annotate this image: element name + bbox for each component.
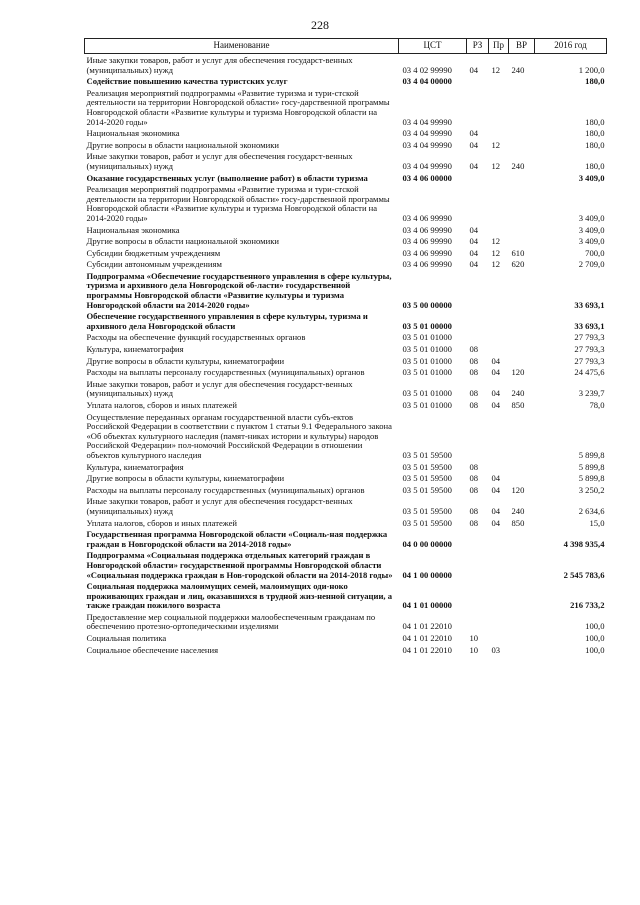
- row-pr: [489, 632, 509, 644]
- row-name: Национальная экономика: [86, 128, 180, 139]
- row-vr: [509, 528, 535, 549]
- row-cst: 03 4 06 99990: [402, 236, 452, 247]
- table-row: [85, 235, 607, 247]
- row-vr: [509, 183, 535, 223]
- row-name: Расходы на обеспечение функций государственных органов: [86, 332, 306, 343]
- row-name: Оказание государственных услуг (выполнение работ) в области туризма: [86, 172, 368, 183]
- header-cst: ЦСТ: [399, 39, 467, 54]
- row-name: Субсидии бюджетным учреждениям: [86, 247, 221, 258]
- row-amount: 5 899,8: [578, 473, 605, 484]
- row-name: Реализация мероприятий подпрограммы «Развитие туризма и тури-стской деятельности на территории Новгородской области» госу-дарственной программы Новгородской области «Развитие культуры и туризма Новгородской области на 2014-2020 годы»: [86, 184, 390, 223]
- row-rz: [467, 331, 489, 343]
- table-row: [85, 484, 607, 496]
- row-rz: 04: [469, 160, 479, 171]
- row-vr: [509, 172, 535, 184]
- row-vr: 850: [511, 517, 525, 528]
- table-row: [85, 54, 607, 76]
- row-pr: [489, 127, 509, 139]
- row-pr: 12: [491, 247, 501, 258]
- row-cst: 03 4 06 99990: [402, 247, 452, 258]
- table-row: [85, 472, 607, 484]
- header-vr: ВР: [509, 39, 535, 54]
- row-pr: [489, 183, 509, 223]
- row-rz: [467, 549, 489, 580]
- row-vr: 240: [511, 505, 525, 516]
- row-amount: 180,0: [585, 116, 605, 127]
- row-amount: 2 634,6: [578, 505, 605, 516]
- row-vr: [509, 461, 535, 473]
- row-pr: [489, 411, 509, 461]
- row-amount: 180,0: [585, 128, 605, 139]
- row-cst: 03 5 01 01000: [402, 400, 452, 410]
- row-pr: [489, 87, 509, 127]
- row-cst: 03 4 06 99990: [402, 259, 452, 270]
- row-vr: 120: [511, 367, 525, 378]
- row-pr: 12: [491, 259, 501, 270]
- row-cst: 03 5 01 59500: [402, 461, 452, 472]
- row-vr: [509, 472, 535, 484]
- row-rz: 04: [469, 236, 479, 247]
- row-vr: [509, 632, 535, 644]
- row-name: Другие вопросы в области культуры, кинематографии: [86, 355, 285, 366]
- table-row: [85, 495, 607, 516]
- row-name: Иные закупки товаров, работ и услуг для обеспечения государст-венных (муниципальных) нужд: [86, 378, 353, 399]
- row-vr: [509, 580, 535, 611]
- row-name: Иные закупки товаров, работ и услуг для обеспечения государст-венных (муниципальных) нужд: [86, 496, 353, 516]
- row-amount: 180,0: [585, 160, 605, 171]
- row-cst: 03 4 04 99990: [402, 128, 452, 139]
- row-pr: 12: [491, 160, 501, 171]
- table-row: [85, 549, 607, 580]
- row-cst: 04 1 00 00000: [402, 569, 452, 580]
- row-amount: 2 709,0: [578, 259, 605, 270]
- row-rz: 04: [469, 64, 479, 75]
- row-rz: 08: [469, 367, 479, 378]
- table-row: [85, 75, 607, 87]
- row-cst: 04 0 00 00000: [402, 538, 452, 549]
- row-rz: 04: [469, 139, 479, 150]
- table-row: [85, 580, 607, 611]
- table-row: [85, 183, 607, 223]
- row-name: Подпрограмма «Обеспечение государственного управления в сфере культуры, туризма и архивного дела Новгородской об-ласти» государственной программы Новгородской области «Развитие культуры и туризма Новгородской области на 2014-2020 годы»: [86, 270, 392, 310]
- row-pr: [489, 580, 509, 611]
- row-cst: 04 1 01 22010: [402, 621, 452, 632]
- row-name: Другие вопросы в области национальной экономики: [86, 236, 279, 247]
- row-name: Подпрограмма «Социальная поддержка отдельных категорий граждан в Новгородской области» государственной программы Новгородской области «Социальная поддержка граждан в Нов-городской области на 2014-2018 годы»: [86, 550, 393, 580]
- table-row: [85, 632, 607, 644]
- table-row: [85, 378, 607, 399]
- row-amount: 3 409,0: [578, 172, 605, 183]
- row-vr: [509, 224, 535, 236]
- row-name: Социальное обеспечение населения: [86, 644, 219, 655]
- row-rz: 10: [469, 633, 479, 644]
- row-vr: 240: [511, 64, 525, 75]
- row-pr: 04: [491, 517, 501, 528]
- row-name: Социальная политика: [86, 633, 167, 644]
- row-name: Реализация мероприятий подпрограммы «Развитие туризма и тури-стской деятельности на территории Новгородской области» госу-дарственной программы Новгородской области «Развитие культуры и туризма Новгородской области на 2014-2020 годы»: [86, 87, 390, 127]
- row-rz: 08: [469, 400, 479, 410]
- row-vr: [509, 644, 535, 656]
- row-rz: 08: [469, 484, 479, 495]
- row-pr: 04: [491, 355, 501, 366]
- row-name: Уплата налогов, сборов и иных платежей: [86, 517, 238, 528]
- row-rz: [467, 310, 489, 331]
- table-body: [85, 54, 607, 656]
- row-pr: [489, 461, 509, 473]
- table-row: [85, 224, 607, 236]
- row-rz: [467, 87, 489, 127]
- row-cst: 03 5 01 59500: [402, 473, 452, 484]
- row-rz: 08: [469, 344, 479, 355]
- row-rz: [467, 611, 489, 632]
- row-name: Государственная программа Новгородской области «Социаль-ная поддержка граждан в Новгородской области на 2014-2018 годы»: [86, 529, 388, 549]
- table-row: [85, 644, 607, 656]
- row-pr: [489, 310, 509, 331]
- row-cst: 03 5 01 59500: [402, 517, 452, 528]
- row-name: Расходы на выплаты персоналу государственных (муниципальных) органов: [86, 367, 365, 378]
- row-cst: 03 5 01 59500: [402, 484, 452, 495]
- row-vr: [509, 343, 535, 355]
- table-row: [85, 127, 607, 139]
- row-amount: 27 793,3: [574, 344, 605, 355]
- row-rz: 04: [469, 128, 479, 139]
- row-pr: 12: [491, 64, 501, 75]
- row-amount: 3 250,2: [578, 484, 605, 495]
- row-name: Культура, кинематография: [86, 461, 184, 472]
- row-cst: 03 4 06 00000: [402, 172, 452, 183]
- row-rz: [467, 75, 489, 87]
- row-cst: 03 5 01 01000: [402, 388, 452, 399]
- row-rz: [467, 270, 489, 310]
- row-name: Расходы на выплаты персоналу государственных (муниципальных) органов: [86, 484, 365, 495]
- row-vr: 610: [511, 247, 525, 258]
- row-vr: [509, 355, 535, 367]
- table-row: [85, 399, 607, 411]
- row-pr: 03: [491, 644, 501, 655]
- row-vr: 620: [511, 259, 525, 270]
- row-amount: 33 693,1: [574, 299, 605, 310]
- row-pr: 04: [491, 388, 501, 399]
- row-amount: 3 409,0: [578, 212, 605, 223]
- row-vr: [509, 549, 535, 580]
- table-row: [85, 366, 607, 378]
- row-cst: 04 1 01 22010: [402, 633, 452, 644]
- row-pr: [489, 270, 509, 310]
- row-pr: 04: [491, 400, 501, 410]
- table-row: [85, 517, 607, 529]
- row-rz: [467, 183, 489, 223]
- row-vr: 240: [511, 160, 525, 171]
- budget-table: [84, 38, 607, 655]
- row-rz: [467, 528, 489, 549]
- row-vr: [509, 331, 535, 343]
- row-pr: [489, 331, 509, 343]
- table-row: [85, 150, 607, 171]
- row-vr: [509, 127, 535, 139]
- row-cst: 04 1 01 00000: [402, 600, 452, 611]
- row-vr: 240: [511, 388, 525, 399]
- row-cst: 03 4 06 99990: [402, 212, 452, 223]
- table-row: [85, 331, 607, 343]
- row-cst: 03 5 01 59500: [402, 449, 452, 460]
- row-name: Предоставление мер социальной поддержки малообеспеченным гражданам по обеспечению протезно-ортопедическими изделиями: [86, 611, 376, 632]
- row-pr: 04: [491, 367, 501, 378]
- table-row: [85, 310, 607, 331]
- row-pr: 12: [491, 236, 501, 247]
- row-name: Содействие повышению качества туристских услуг: [86, 76, 288, 87]
- row-vr: [509, 411, 535, 461]
- row-cst: 03 5 01 01000: [402, 332, 452, 343]
- row-name: Обеспечение государственного управления в сфере культуры, туризма и архивного дела Новгородской области: [86, 311, 368, 331]
- row-amount: 33 693,1: [574, 320, 605, 331]
- header-pr: Пр: [489, 39, 509, 54]
- row-pr: 04: [491, 473, 501, 484]
- row-amount: 100,0: [585, 621, 605, 632]
- row-rz: 08: [469, 473, 479, 484]
- row-amount: 27 793,3: [574, 355, 605, 366]
- row-pr: [489, 528, 509, 549]
- row-cst: 03 5 01 01000: [402, 367, 452, 378]
- row-rz: 10: [469, 644, 479, 655]
- row-name: Национальная экономика: [86, 224, 180, 235]
- row-amount: 27 793,3: [574, 332, 605, 343]
- row-cst: 03 4 04 00000: [402, 76, 452, 87]
- row-amount: 3 409,0: [578, 236, 605, 247]
- row-vr: [509, 139, 535, 151]
- row-amount: 15,0: [589, 517, 605, 528]
- row-name: Иные закупки товаров, работ и услуг для обеспечения государст-венных (муниципальных) нужд: [86, 55, 353, 75]
- row-cst: 03 5 01 00000: [402, 320, 452, 331]
- row-vr: 850: [511, 400, 525, 410]
- row-amount: 216 733,2: [570, 600, 605, 611]
- table-row: [85, 247, 607, 259]
- row-cst: 03 5 01 01000: [402, 344, 452, 355]
- table-row: [85, 411, 607, 461]
- row-name: Социальная поддержка малоимущих семей, малоимущих оди-ноко проживающих граждан и лиц, оказавшихся в трудной жиз-ненной ситуации, а также граждан пожилого возраста: [86, 581, 393, 611]
- row-rz: 04: [469, 259, 479, 270]
- row-name: Культура, кинематография: [86, 344, 184, 355]
- row-name: Иные закупки товаров, работ и услуг для обеспечения государст-венных (муниципальных) нужд: [86, 151, 353, 171]
- row-rz: [467, 580, 489, 611]
- page-number: 228: [311, 18, 329, 32]
- row-amount: 2 545 783,6: [563, 569, 605, 580]
- row-rz: [467, 411, 489, 461]
- row-cst: 03 5 00 00000: [402, 299, 452, 310]
- row-rz: [467, 172, 489, 184]
- row-amount: 100,0: [585, 644, 605, 655]
- row-amount: 1 200,0: [578, 64, 605, 75]
- row-vr: [509, 235, 535, 247]
- row-amount: 180,0: [585, 139, 605, 150]
- table-row: [85, 172, 607, 184]
- row-cst: 04 1 01 22010: [402, 644, 452, 655]
- row-amount: 700,0: [585, 247, 605, 258]
- table-header: [85, 39, 607, 54]
- row-vr: [509, 611, 535, 632]
- row-rz: 08: [469, 517, 479, 528]
- table-row: [85, 343, 607, 355]
- row-rz: 08: [469, 461, 479, 472]
- row-rz: 04: [469, 247, 479, 258]
- header-amount: 2016 год: [535, 39, 607, 54]
- row-cst: 03 4 04 99990: [402, 116, 452, 127]
- header-name: Наименование: [85, 39, 399, 54]
- row-pr: 04: [491, 484, 501, 495]
- row-name: Осуществление переданных органам государственной власти субъ-ектов Российской Федерации в соответствии с пунктом 1 статьи 9.1 Федерального закона «Об объектах культурного наследия (памят-никах истории и культуры) народов Российской Федерации» пол-номочий Российской Федерации в отношении объектов культурного наследия: [86, 411, 392, 460]
- row-name: Другие вопросы в области национальной экономики: [86, 139, 279, 150]
- row-cst: 03 4 02 99990: [402, 64, 452, 75]
- row-amount: 4 398 935,4: [563, 538, 605, 549]
- row-name: Уплата налогов, сборов и иных платежей: [86, 400, 238, 410]
- row-vr: [509, 310, 535, 331]
- row-name: Другие вопросы в области культуры, кинематографии: [86, 473, 285, 484]
- row-pr: [489, 343, 509, 355]
- row-pr: 12: [491, 139, 501, 150]
- table-row: [85, 528, 607, 549]
- table-row: [85, 258, 607, 270]
- row-rz: 08: [469, 505, 479, 516]
- row-cst: 03 4 04 99990: [402, 139, 452, 150]
- table-row: [85, 87, 607, 127]
- row-cst: 03 5 01 59500: [402, 505, 452, 516]
- row-amount: 3 239,7: [578, 388, 605, 399]
- row-amount: 24 475,6: [574, 367, 605, 378]
- row-cst: 03 5 01 01000: [402, 355, 452, 366]
- row-pr: 04: [491, 505, 501, 516]
- row-vr: [509, 270, 535, 310]
- row-pr: [489, 75, 509, 87]
- row-vr: 120: [511, 484, 525, 495]
- row-amount: 3 409,0: [578, 224, 605, 235]
- row-pr: [489, 549, 509, 580]
- row-amount: 78,0: [589, 400, 605, 410]
- row-name: Субсидии автономным учреждениям: [86, 259, 222, 270]
- table-row: [85, 270, 607, 310]
- row-amount: 5 899,8: [578, 461, 605, 472]
- table-row: [85, 139, 607, 151]
- row-amount: 5 899,8: [578, 449, 605, 460]
- row-cst: 03 4 06 99990: [402, 224, 452, 235]
- row-pr: [489, 172, 509, 184]
- row-rz: 04: [469, 224, 479, 235]
- row-vr: [509, 75, 535, 87]
- table-row: [85, 461, 607, 473]
- row-rz: 08: [469, 355, 479, 366]
- row-amount: 100,0: [585, 633, 605, 644]
- row-pr: [489, 224, 509, 236]
- row-amount: 180,0: [585, 76, 605, 87]
- table-row: [85, 611, 607, 632]
- row-cst: 03 4 04 99990: [402, 160, 452, 171]
- row-pr: [489, 611, 509, 632]
- header-rz: РЗ: [467, 39, 489, 54]
- table-row: [85, 355, 607, 367]
- row-rz: 08: [469, 388, 479, 399]
- row-vr: [509, 87, 535, 127]
